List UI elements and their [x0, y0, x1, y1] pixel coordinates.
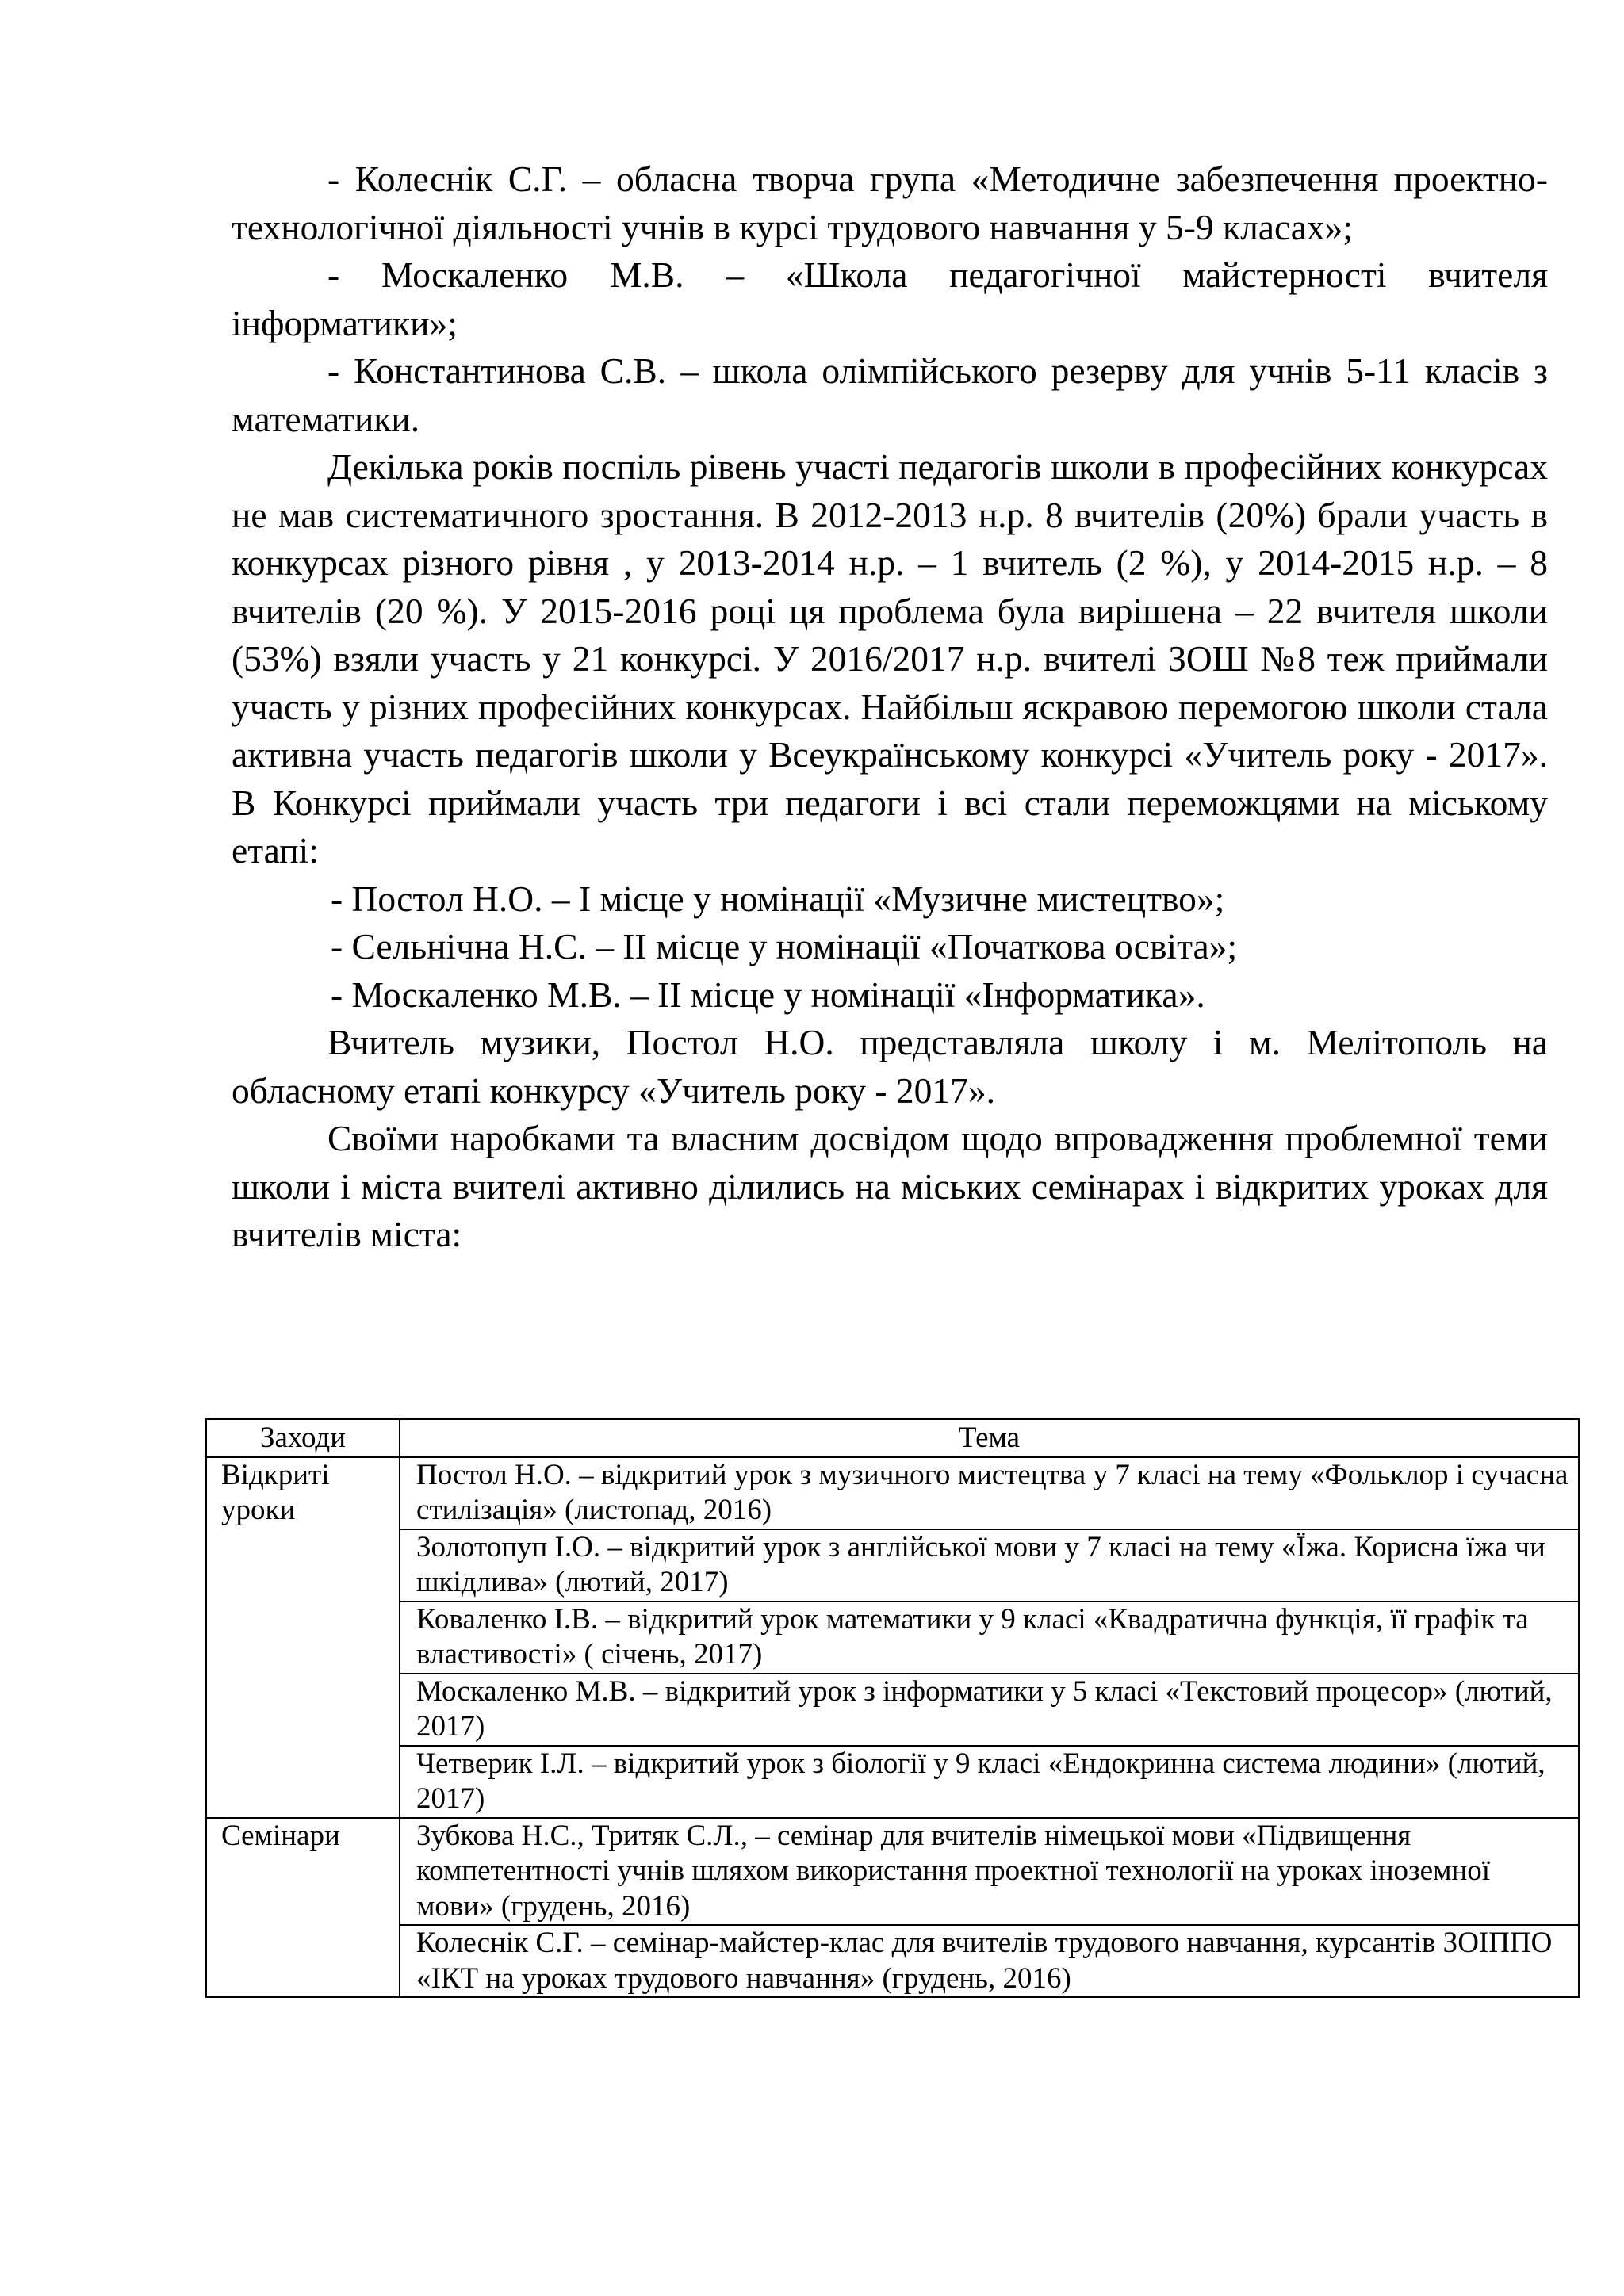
- paragraph-kolesnik-group: - Колеснік С.Г. – обласна творча група «Методичне забезпечення проектно-технологічної діяльності учнів в курсі трудового навчання у 5-9 класах»;: [232, 159, 1548, 247]
- paragraph-konstantinova-school: - Константинова С.В. – школа олімпійського резерву для учнів 5-11 класів з математики.: [232, 350, 1548, 439]
- table-header-cell: Заходи: [206, 1419, 400, 1457]
- topic-cell: Постол Н.О. – відкритий урок з музичного мистецтва у 7 класі на тему «Фольклор і сучасна стилізація» (листопад, 2016): [400, 1457, 1579, 1529]
- table-header-cell: Тема: [400, 1419, 1579, 1457]
- paragraph-moskalenko-school: - Москаленко М.В. – «Школа педагогічної майстерності вчителя інформатики»;: [232, 254, 1548, 343]
- table-row: [206, 1746, 1579, 1818]
- list-item-moskalenko: - Москаленко М.В. – II місце у номінації «Інформатика».: [331, 974, 1205, 1015]
- body-text: [232, 155, 1548, 1259]
- list-item-postol: - Постол Н.О. – I місце у номінації «Музичне мистецтво»;: [331, 878, 1225, 919]
- topic-cell: Четверик І.Л. – відкритий урок з біології у 9 класі «Ендокринна система людини» (лютий, 2017): [400, 1746, 1579, 1818]
- events-table: [205, 1418, 1580, 1998]
- topic-cell: Колеснік С.Г. – семінар-майстер-клас для вчителів трудового навчання, курсантів ЗОІППО «ІКТ на уроках трудового навчання» (грудень, 2016): [400, 1925, 1579, 1997]
- topic-cell: Зубкова Н.С., Тритяк С.Л., – семінар для вчителів німецької мови «Підвищення компетентності учнів шляхом використання проектної технології на уроках іноземної мови» (грудень, 2016): [400, 1818, 1579, 1926]
- table-row: [206, 1674, 1579, 1746]
- topic-cell: Золотопуп І.О. – відкритий урок з англійської мови у 7 класі на тему «Їжа. Корисна їжа чи шкідлива» (лютий, 2017): [400, 1529, 1579, 1601]
- paragraph-contests-summary: Декілька років поспіль рівень участі педагогів школи в професійних конкурсах не мав систематичного зростання. В 2012-2013 н.р. 8 вчителів (20%) брали участь в конкурсах різного рівня , у 2013-2014 н.р. – 1 вчитель (2 %), у 2014-2015 н.р. – 8 вчителів (20 %). У 2015-2016 році ця проблема була вирішена – 22 вчителя школи (53%) взяли участь у 21 конкурсі. У 2016/2017 н.р. вчителі ЗОШ №8 теж приймали участь у різних професійних конкурсах. Найбільш яскравою перемогою школи стала активна участь педагогів школи у Всеукраїнському конкурсі «Учитель року - 2017». В Конкурсі приймали участь три педагоги і всі стали переможцями на міському етапі:: [232, 446, 1548, 871]
- topic-cell: Коваленко І.В. – відкритий урок математики у 9 класі «Квадратична функція, її графік та властивості» ( січень, 2017): [400, 1601, 1579, 1674]
- table-row: [206, 1925, 1579, 1997]
- table-row: [206, 1818, 1579, 1926]
- table-row: [206, 1601, 1579, 1674]
- list-item-selnichna: - Сельнічна Н.С. – II місце у номінації «Початкова освіта»;: [331, 926, 1238, 966]
- table-row: [206, 1457, 1579, 1529]
- paragraph-music-teacher: Вчитель музики, Постол Н.О. представляла школу і м. Мелітополь на обласному етапі конкурсу «Учитель року - 2017».: [232, 1022, 1548, 1111]
- table-row: [206, 1529, 1579, 1601]
- category-cell: Семінари: [206, 1818, 400, 1998]
- topic-cell: Москаленко М.В. – відкритий урок з інформатики у 5 класі «Текстовий процесор» (лютий, 2017): [400, 1674, 1579, 1746]
- table-header-row: [206, 1419, 1579, 1457]
- category-cell: Відкриті уроки: [206, 1457, 400, 1818]
- paragraph-experience-sharing: Своїми наробками та власним досвідом щодо впровадження проблемної теми школи і міста вчителі активно ділились на міських семінарах і відкритих уроках для вчителів міста:: [232, 1118, 1548, 1254]
